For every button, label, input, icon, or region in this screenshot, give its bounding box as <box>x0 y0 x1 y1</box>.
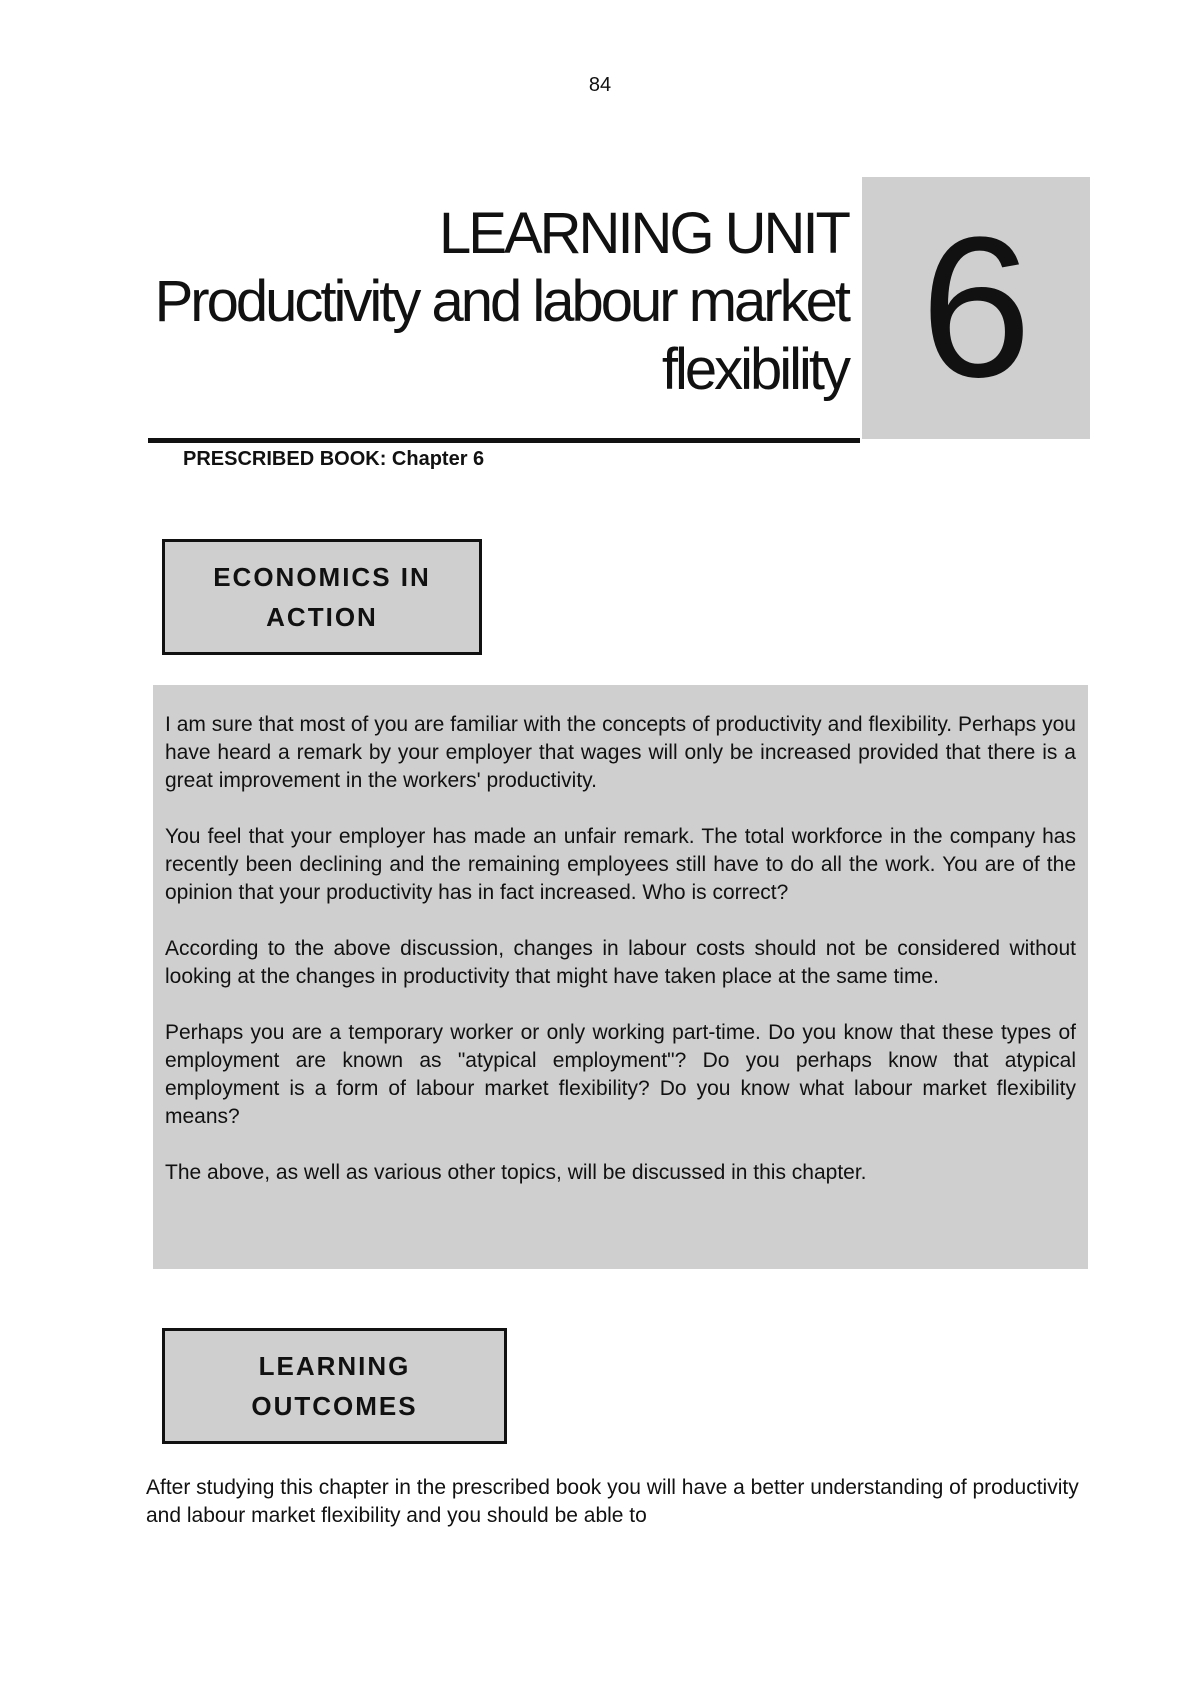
page-number: 84 <box>588 74 612 96</box>
label-line: LEARNING <box>258 1351 411 1381</box>
title-divider <box>148 438 860 443</box>
learning-outcomes-label <box>162 1328 507 1444</box>
paragraph: The above, as well as various other topics, will be discussed in this chapter. <box>165 1161 867 1184</box>
unit-title <box>88 200 848 404</box>
paragraph: Perhaps you are a temporary worker or only working part-time. Do you know that these types of employment are known as "atypical employment"? Do you perhaps know that atypical employment is a form of labour market flexibility? Do you know what labour market flexibility means? <box>165 1021 1076 1128</box>
unit-title-line: Productivity and labour market <box>154 269 848 334</box>
unit-number-box <box>862 177 1090 439</box>
economics-in-action-label <box>162 539 482 655</box>
unit-title-line: LEARNING UNIT <box>439 201 848 266</box>
learning-outcomes-intro: After studying this chapter in the prescribed book you will have a better understanding of productivity and labour market flexibility and you should be able to <box>146 1476 1079 1527</box>
prescribed-book: PRESCRIBED BOOK: Chapter 6 <box>183 448 485 470</box>
label-line: ACTION <box>266 602 378 632</box>
unit-title-line: flexibility <box>661 337 848 402</box>
unit-number: 6 <box>920 196 1032 419</box>
paragraph: According to the above discussion, changes in labour costs should not be considered without looking at the changes in productivity that might have taken place at the same time. <box>165 937 1076 988</box>
label-line: OUTCOMES <box>251 1391 418 1421</box>
paragraph: I am sure that most of you are familiar with the concepts of productivity and flexibility. Perhaps you have heard a remark by your employer that wages will only be increased provided that there is a great improvement in the workers' productivity. <box>165 713 1076 792</box>
label-line: ECONOMICS IN <box>213 562 431 592</box>
paragraph: You feel that your employer has made an unfair remark. The total workforce in the company has recently been declining and the remaining employees still have to do all the work. You are of the opinion that your productivity has in fact increased. Who is correct? <box>165 825 1076 904</box>
economics-in-action-panel <box>153 685 1088 1269</box>
